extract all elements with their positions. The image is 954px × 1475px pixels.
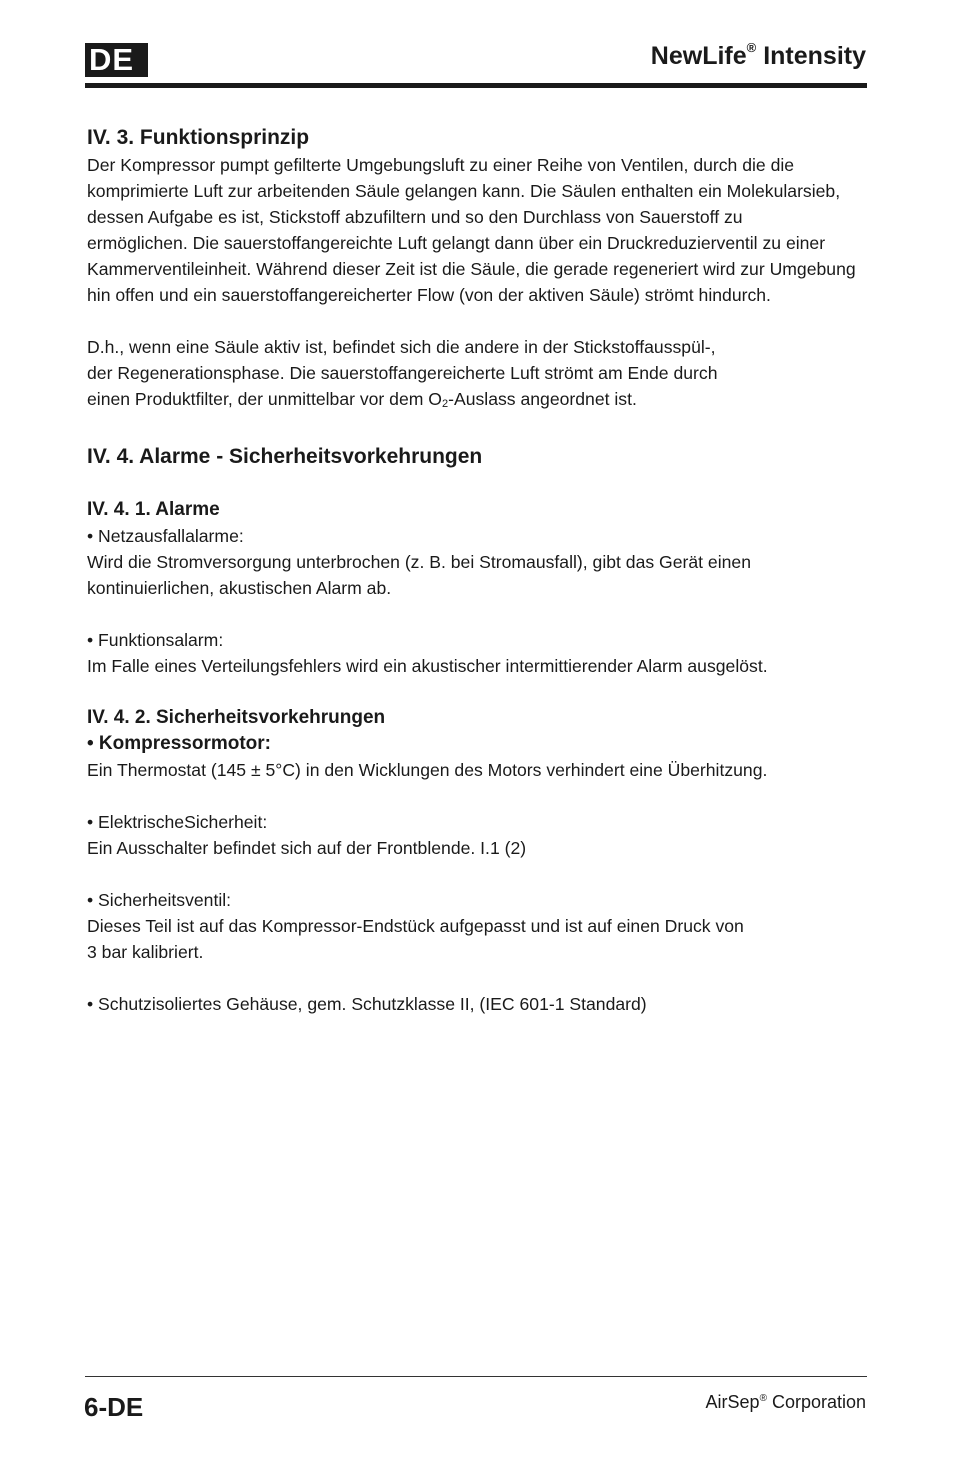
- funktionsprinzip-paragraph-1: Der Kompressor pumpt gefilterte Umgebungsluft zu einer Reihe von Ventilen, durch die die komprimierte Luft zur arbeitenden Säule gelangen kann. Die Säulen enthalten ein Molekularsieb, dessen Aufgabe es ist, Stickstoff abzufiltern und so den Durchlass von Sauerstoff zu ermöglichen. Die sauerstoffangereichte Luft gelangt dann über ein Druckreduzierventil zu einer Kammerventileinheit. Während dieser Zeit ist die Säule, die gerade regeneriert wird zur Umgebung hin offen und ein sauerstoffangereicherter Flow (von der aktiven Säule) strömt hindurch.: [87, 155, 856, 305]
- header-rule: [85, 83, 867, 88]
- kompressormotor-text: Ein Thermostat (145 ± 5°C) in den Wicklungen des Motors verhindert eine Überhitzung.: [87, 760, 768, 780]
- corp-registered-mark: ®: [759, 1393, 767, 1404]
- footer-rule: [85, 1376, 867, 1377]
- subsection-title-sicherheit: IV. 4. 2. Sicherheitsvorkehrungen: [87, 707, 386, 728]
- page-number: 6-DE: [84, 1392, 144, 1422]
- schutzisolierung-text: • Schutzisoliertes Gehäuse, gem. Schutzklasse II, (IEC 601-1 Standard): [87, 994, 647, 1014]
- page-content: [87, 124, 872, 1017]
- product-suffix: Intensity: [756, 42, 866, 70]
- funktionsprinzip-paragraph-2: [87, 334, 872, 417]
- corp-suffix: Corporation: [766, 1392, 866, 1412]
- section-title-funktionsprinzip: IV. 3. Funktionsprinzip: [87, 126, 310, 149]
- subscript-2: 2: [441, 398, 449, 410]
- alarm-funktion-label: • Funktionsalarm:: [87, 630, 224, 650]
- corp-name: AirSep: [705, 1392, 760, 1412]
- paragraph-2-text-b: -Auslass angeordnet ist.: [448, 389, 637, 409]
- subsection-title-alarme: IV. 4. 1. Alarme: [87, 499, 220, 520]
- paragraph-2-text-a: D.h., wenn eine Säule aktiv ist, befindet sich die andere in der Stickstoffausspül-, der Regenerationsphase. Die sauerstoffangereicherte Luft strömt am Ende durch einen Produktfilter, der unmittelbar vor dem O: [87, 337, 718, 409]
- language-badge: DE: [85, 43, 148, 77]
- kompressormotor-label: • Kompressormotor:: [87, 733, 272, 754]
- section-title-alarme: IV. 4. Alarme - Sicherheitsvorkehrungen: [87, 445, 483, 468]
- corporation-name: [706, 1392, 866, 1413]
- elektrische-sicherheit-label: • ElektrischeSicherheit:: [87, 812, 268, 832]
- product-name: NewLife: [650, 42, 747, 70]
- sicherheitsventil-text: Dieses Teil ist auf das Kompressor-Endstück aufgepasst und ist auf einen Druck von 3 bar kalibriert.: [87, 916, 744, 962]
- alarm-netzausfall-text: Wird die Stromversorgung unterbrochen (z. B. bei Stromausfall), gibt das Gerät einen kontinuierlichen, akustischen Alarm ab.: [87, 552, 751, 598]
- sicherheitsventil-label: • Sicherheitsventil:: [87, 890, 232, 910]
- product-title: [650, 39, 866, 71]
- registered-mark: ®: [746, 39, 757, 55]
- alarm-funktion-text: Im Falle eines Verteilungsfehlers wird ein akustischer intermittierender Alarm ausgelöst.: [87, 656, 768, 676]
- alarm-netzausfall-label: • Netzausfallalarme:: [87, 526, 244, 546]
- elektrische-sicherheit-text: Ein Ausschalter befindet sich auf der Frontblende. I.1 (2): [87, 838, 527, 858]
